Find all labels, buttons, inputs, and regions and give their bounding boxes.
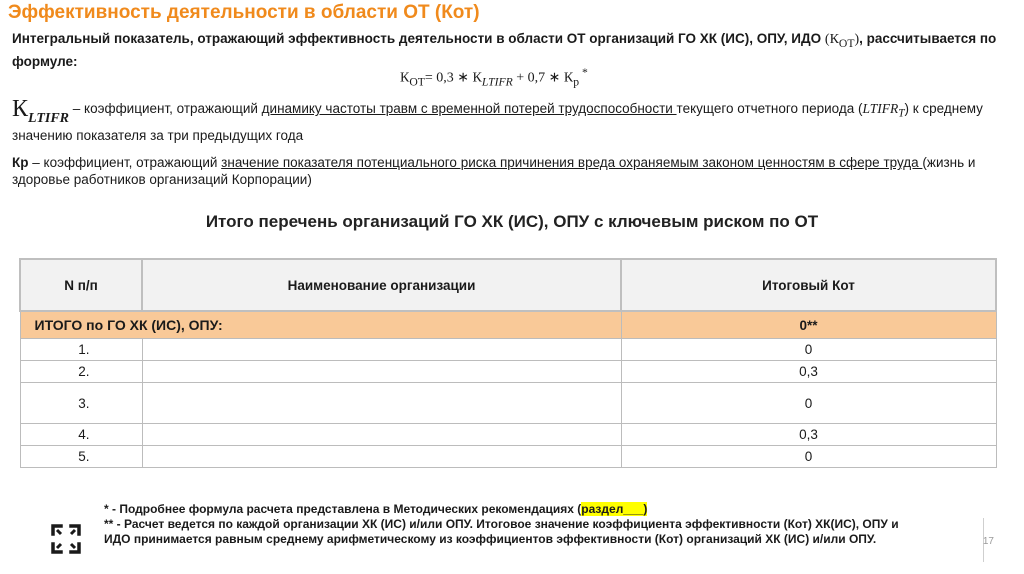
- row-number: 2.: [20, 361, 142, 383]
- ltifr-symbol: $К_{LTIFR}$: [12, 96, 69, 126]
- kot-formula: $К_{ОТ}= 0,3$ ∗ $К_{LTIFR} + 0,7$ ∗ $К_р$ *: [400, 66, 588, 89]
- table-row: [20, 424, 996, 446]
- section-placeholder: раздел___): [581, 502, 648, 516]
- row-org-name: [142, 383, 621, 424]
- organizations-table: [19, 258, 997, 468]
- header-org-name: Наименование организации: [142, 259, 621, 311]
- footnotes: [104, 502, 924, 547]
- kp-definition: Кр – коэффициент, отражающий значение показателя потенциального риска причинения вреда охраняемым законом ценностям в сфере труда (жизнь и здоровье работников организаций Корпорации): [12, 155, 976, 187]
- row-number: 5.: [20, 446, 142, 468]
- intro-tail: , рассчитывается по формуле:: [12, 31, 997, 69]
- kp-label: Кр: [12, 155, 29, 170]
- row-org-name: [142, 424, 621, 446]
- row-org-name: [142, 339, 621, 361]
- row-kot-value: 0: [621, 339, 996, 361]
- row-kot-value: 0,3: [621, 424, 996, 446]
- table-header-row: [20, 259, 996, 311]
- row-kot-value: 0: [621, 383, 996, 424]
- footnote-1: * - Подробнее формула расчета представлена в Методических рекомендациях (раздел___): [104, 502, 648, 516]
- table-row: [20, 361, 996, 383]
- row-kot-value: 0,3: [621, 361, 996, 383]
- total-value: 0**: [621, 311, 996, 339]
- page-number: 17: [982, 536, 994, 547]
- table-row: [20, 383, 996, 424]
- slide-title: Эффективность деятельности в области ОТ (Кот): [8, 2, 480, 23]
- row-number: 1.: [20, 339, 142, 361]
- row-number: 3.: [20, 383, 142, 424]
- intro-symbol: $(К_{ОТ})$: [824, 32, 860, 50]
- row-org-name: [142, 361, 621, 383]
- list-heading: Итого перечень организаций ГО ХК (ИС), ОПУ с ключевым риском по ОТ: [205, 212, 819, 231]
- header-total-kot: Итоговый Кот: [621, 259, 996, 311]
- total-label: ИТОГО по ГО ХК (ИС), ОПУ:: [20, 311, 621, 339]
- row-number: 4.: [20, 424, 142, 446]
- row-org-name: [142, 446, 621, 468]
- header-number: N п/п: [20, 259, 142, 311]
- intro-text: Интегральный показатель, отражающий эффективность деятельности в области ОТ организаций ГО ХК (ИС), ОПУ, ИДО: [12, 31, 822, 46]
- table-total-row: [20, 311, 996, 339]
- row-kot-value: 0: [621, 446, 996, 468]
- intro-paragraph: [12, 30, 1012, 71]
- ltifr-definition: $К_{LTIFR}$ – коэффициент, отражающий динамику частоты травм с временной потерей трудоспособности текущего отчетного периода $(LTIFR_Т)$ к среднему значению показателя за три предыдущих года: [12, 96, 983, 143]
- table-row: [20, 446, 996, 468]
- table-row: [20, 339, 996, 361]
- footnote-2: ** - Расчет ведется по каждой организации ХК (ИС) и/или ОПУ. Итоговое значение коэффициента эффективности (Кот) ХК(ИС), ОПУ и ИДО принимается равным среднему арифметическому из коэффициентов эффективности (Кот) организаций ХК (ИС) и/или ОПУ.: [104, 517, 899, 546]
- bracket-frame-icon: [51, 524, 81, 554]
